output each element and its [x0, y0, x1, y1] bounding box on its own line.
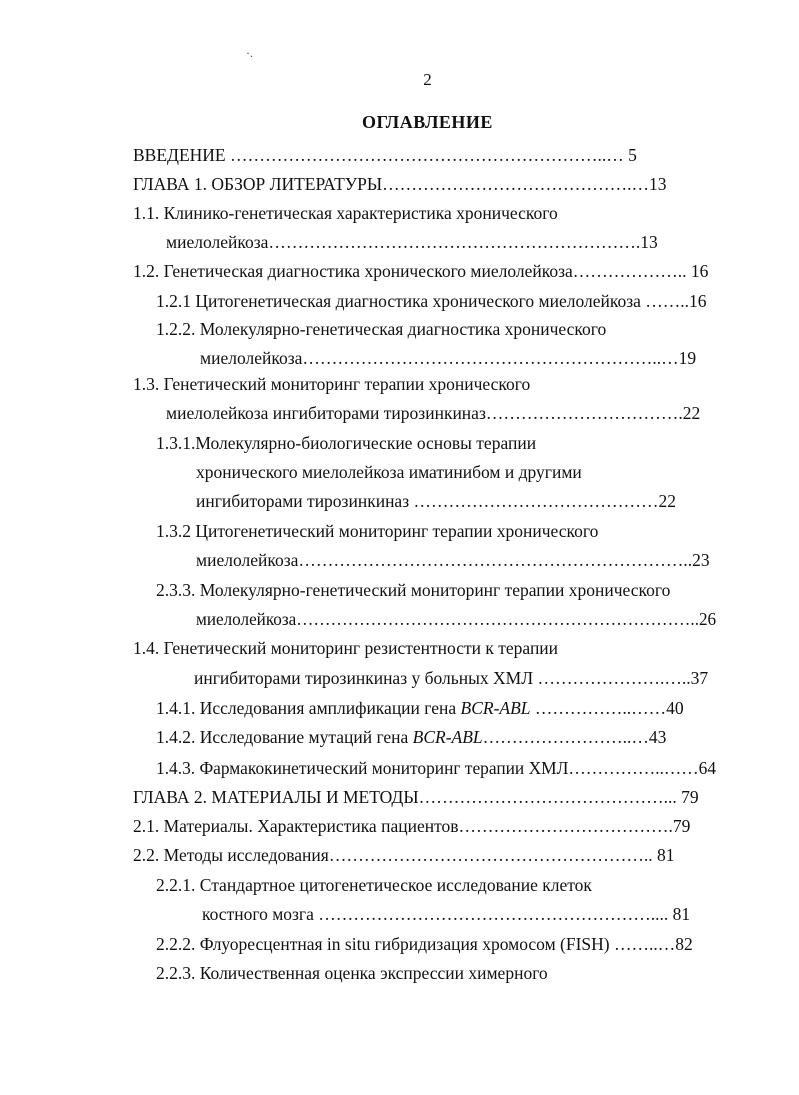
toc-entry: 2.2.3. Количественная оценка экспрессии химерного	[156, 963, 548, 983]
toc-entry-continuation: хронического миелолейкоза иматинибом и другими	[196, 462, 582, 482]
toc-entry: 1.3. Генетический мониторинг терапии хронического	[133, 374, 531, 394]
toc-entry-text: 1.4.1. Исследования амплификации гена	[156, 698, 461, 718]
toc-entry: 1.4. Генетический мониторинг резистентности к терапии	[133, 638, 559, 658]
toc-entry	[156, 697, 684, 719]
toc-entry: 2.2.1. Стандартное цитогенетическое исследование клеток	[156, 875, 592, 895]
toc-entry-continuation: ингибиторами тирозинкиназ ……………………………………22	[196, 491, 676, 511]
toc-entry: 1.2.1 Цитогенетическая диагностика хронического миелолейкоза ……..16	[156, 291, 707, 311]
toc-title: ОГЛАВЛЕНИЕ	[362, 112, 493, 132]
toc-entry: 1.2. Генетическая диагностика хронического миелолейкоза……………….. 16	[133, 261, 709, 281]
toc-entry: 2.3.3. Молекулярно-генетический мониторинг терапии хронического	[156, 580, 671, 600]
toc-entry-continuation: костного мозга ………………………………………………….... 81	[202, 904, 691, 924]
toc-entry: ВВЕДЕНИЕ ………………………………………………………..… 5	[133, 145, 637, 165]
toc-entry: 1.1. Клинико-генетическая характеристика хронического	[133, 203, 558, 223]
toc-entry: 1.3.2 Цитогенетический мониторинг терапии хронического	[156, 521, 599, 541]
toc-entry-continuation: миелолейкоза ингибиторами тирозинкиназ…………………………….22	[166, 403, 701, 423]
toc-entry-continuation: миелолейкоза……………………………………………………….13	[166, 232, 658, 252]
gene-name: BCR-ABL	[412, 727, 483, 747]
toc-entry: 1.2.2. Молекулярно-генетическая диагностика хронического	[156, 319, 607, 339]
toc-entry-continuation: миелолейкоза……………………………………………………..…19	[200, 348, 697, 368]
gene-name: BCR-ABL	[460, 698, 531, 718]
scan-speck: ·.	[246, 46, 253, 60]
toc-entry: 2.2. Методы исследования……………………………………………….. 81	[133, 845, 675, 865]
toc-entry: 2.2.2. Флуоресцентная in situ гибридизация хромосом (FISH) ……..…82	[156, 934, 693, 954]
toc-entry-leader: ……………..……40	[530, 698, 684, 718]
toc-entry: ГЛАВА 2. МАТЕРИАЛЫ И МЕТОДЫ……………………………………... 79	[133, 787, 699, 807]
toc-entry-continuation: миелолейкоза…………………………………………………………..23	[196, 550, 710, 570]
page-number: 2	[423, 70, 432, 89]
toc-entry-continuation: ингибиторами тирозинкиназ у больных ХМЛ ………………….…..37	[194, 668, 709, 688]
toc-entry: ГЛАВА 1. ОБЗОР ЛИТЕРАТУРЫ…………………………………….…13	[133, 174, 667, 194]
toc-entry	[156, 726, 666, 748]
toc-entry-continuation: миелолейкоза……………………………………………………………..26	[196, 609, 717, 629]
toc-entry-text: 1.4.2. Исследование мутаций гена	[156, 727, 413, 747]
toc-entry: 2.1. Материалы. Характеристика пациентов……………………………….79	[133, 816, 691, 836]
toc-entry: 1.3.1.Молекулярно-биологические основы терапии	[156, 433, 537, 453]
toc-entry-leader: ……………………..…43	[482, 727, 667, 747]
toc-entry: 1.4.3. Фармакокинетический мониторинг терапии ХМЛ……………..……64	[156, 758, 717, 778]
